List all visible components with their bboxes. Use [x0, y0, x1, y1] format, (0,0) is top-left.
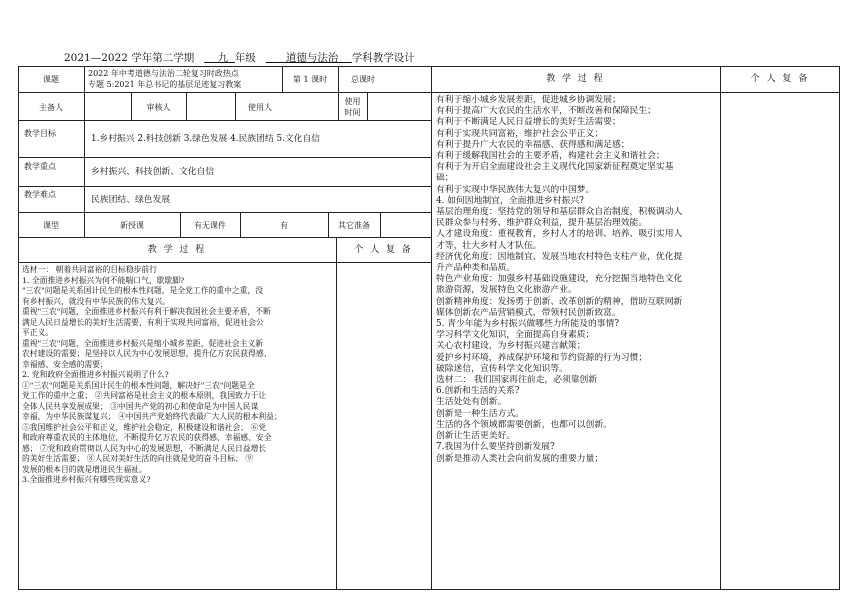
goals-value: 1.乡村振兴 2.科技创新 3.绿色发展 4.民族团结 5.文化自信 — [91, 134, 321, 144]
process-line: 特色产业角度：加强乡村基础设施建设，充分挖掘当地特色文化 — [436, 274, 683, 285]
process-line: ⑤我国维护社会公平和正义，维护社会稳定，积极建设和谐社会； ⑥党 — [22, 422, 267, 432]
key-points-value: 乡村振兴、科技创新、文化自信 — [91, 167, 215, 177]
process-line: 5. 青少年能为乡村振兴做哪些力所能及的事情? — [436, 319, 620, 330]
other-prep-label: 其它准备 — [338, 221, 370, 230]
year-term: 2021—2022 学年第二学期 — [64, 52, 195, 64]
topic-line2: 专题 5:2021 年总书记的基层足迹复习教案 — [88, 80, 242, 89]
right-process-header: 教 学 过 程 — [546, 74, 605, 84]
key-points-label: 教学重点 — [24, 162, 56, 171]
topic-line1: 2022 年中考道德与法治二轮复习时政热点 — [88, 69, 239, 78]
process-line: 幸福，为中华民族谋复兴； ④中国共产党始终代表最广大人民的根本利益； — [22, 412, 282, 421]
process-line: 人才建设角度：重视教育，乡村人才的培训、培养、吸引实用人 — [436, 229, 683, 240]
process-line: 有利于缩小城乡发展差距，促进城乡协调发展； — [436, 95, 621, 105]
total-lessons-label: 总课时 — [351, 75, 375, 84]
courseware-value: 有 — [280, 221, 288, 230]
process-line: 重视"三农"问题，全面推进乡村振兴是缩小城乡差距，促进社会主义新 — [22, 338, 264, 348]
process-line: ①"三农"问题是关系国计民生的根本性问题，解决好"三农"问题是全 — [22, 380, 255, 390]
process-line: 创新是一种生活方式。 — [436, 408, 524, 419]
process-line: 才等，壮大乡村人才队伍。 — [436, 240, 542, 251]
process-line: 基层治理角度：坚持党的领导和基层群众自治制度，积极调动人 — [436, 207, 683, 218]
goals-label: 教学目标 — [24, 129, 56, 138]
process-line: 旅游资源，发展特色文化旅游产业。 — [436, 285, 577, 296]
process-line: 有乡村振兴，就没有中华民族的伟大复兴。 — [22, 296, 171, 306]
process-line: 有利于缓解我国社会的主要矛盾，构建社会主义和谐社会； — [436, 151, 665, 162]
topic-label: 课题 — [43, 75, 59, 84]
process-line: 有利于实现中华民族伟大复兴的中国梦。 — [436, 184, 595, 195]
process-line: "三农"问题是关系国计民生的根本性问题，是全党工作的重中之重，没 — [22, 286, 264, 295]
process-line: 有利于实现共同富裕，维护社会公平正义； — [436, 128, 604, 139]
difficulty-value: 民族团结、绿色发展 — [91, 195, 171, 205]
process-line: 关心农村建设，为乡村振兴建言献策； — [436, 341, 586, 352]
process-line: 创新是推动人类社会向前发展的重要力量； — [436, 453, 604, 464]
process-line: 6.创新和生活的关系? — [436, 386, 520, 397]
process-line: 的美好生活需要； ⑧人民对美好生活的向往就是党的奋斗目标； ⑨ — [22, 454, 254, 463]
process-line: 有利于提高广大农民的生活水平，不断改善和保障民生； — [436, 106, 656, 117]
process-line: 幸福感、安全感的需要； — [22, 359, 108, 369]
process-line: 1. 全面推进乡村振兴为何不能喘口气、歇歇脚? — [22, 275, 185, 285]
process-line: 4. 如何因地制宜，全面推进乡村振兴? — [436, 195, 584, 206]
process-line: 平正义。 — [22, 328, 54, 337]
user-label: 使用人 — [248, 103, 272, 112]
courseware-label: 有无课件 — [194, 221, 226, 230]
title-suffix: 学科教学设计 — [351, 52, 415, 64]
right-personal-header: 个 人 复 备 — [750, 74, 810, 84]
difficulty-label: 教学难点 — [24, 190, 56, 199]
document-header — [64, 50, 415, 65]
process-line: 生活的各个领域都需要创新，也都可以创新。 — [436, 419, 612, 430]
reviewer-label: 审核人 — [146, 103, 171, 112]
process-line: 有利于为开启全面建设社会主义现代化国家新征程奠定坚实基 — [436, 162, 674, 173]
process-line: 党工作的重中之重； ②共同富裕是社会主义的根本原则，我国致力于让 — [22, 391, 267, 400]
type-value: 新授课 — [120, 221, 144, 230]
process-line: 生活处处有创新。 — [436, 397, 507, 408]
use-time-label: 使用时间 — [344, 97, 361, 117]
left-personal-header: 个 人 复 备 — [354, 245, 413, 255]
process-line: 础； — [436, 173, 454, 184]
process-line: 2. 党和政府全面推进乡村振兴说明了什么? — [22, 370, 169, 379]
process-line: 发展的根本目的就是增进民生福祉。 — [22, 464, 147, 474]
process-line: 创新让生活更美好。 — [436, 431, 516, 442]
grade-suffix: 年级 — [234, 52, 256, 64]
process-line: 选材二： 我们国家再往前走，必须靠创新 — [436, 375, 598, 386]
process-line: 经济优化角度：因地制宜、发展当地农村特色支柱产业，优化提 — [436, 251, 683, 262]
process-line: 升产品种类和品质。 — [436, 263, 516, 274]
left-process-content — [19, 264, 335, 590]
lesson-number: 第 1 课时 — [292, 75, 328, 84]
process-line: 3.全面推进乡村振兴有哪些现实意义? — [22, 475, 151, 484]
process-line: 民群众参与村务、维护群众利益，提升基层治理效能。 — [436, 218, 648, 229]
right-process-content — [433, 94, 719, 590]
process-line: 破除迷信，宣传科学文化知识等。 — [436, 363, 568, 374]
process-line: 爱护乡村环境，养成保护环境和节约资源的行为习惯； — [436, 352, 648, 363]
process-line: 有利于不断满足人民日益增长的美好生活需要； — [436, 117, 621, 128]
process-line: 媒体创新农产品营销模式，带领村民创新致富。 — [436, 307, 621, 318]
process-line: 有利于提升广大农民的幸福感、获得感和满足感； — [436, 139, 630, 150]
process-line: 农村建设的需要；是坚持以人民为中心发展思想，提升亿万农民获得感、 — [22, 349, 272, 358]
main-preparer-label: 主备人 — [39, 103, 63, 112]
grade-value: 九 — [217, 52, 229, 64]
process-line: 感； ⑦党和政府贯彻以人民为中心的发展思想，不断满足人民日益增长 — [22, 443, 267, 453]
process-line: 重视"三农"问题，全面推进乡村振兴有利于解决我国社会主要矛盾，不断 — [22, 307, 271, 316]
process-line: 满足人民日益增长的美好生活需要，有利于实现共同富裕，促进社会公 — [22, 317, 264, 327]
process-line: 学习科学文化知识，全面提高自身素质； — [436, 330, 595, 341]
type-label: 课型 — [43, 221, 59, 230]
process-line: 创新精神角度：发扬勇于创新、改革创新的精神，借助互联网新 — [436, 296, 683, 307]
process-line: 7.我国为什么要坚持创新发展? — [436, 442, 555, 453]
process-line: 全体人民共享发展成果； ③中国共产党的初心和使命是为中国人民谋 — [22, 401, 259, 411]
left-process-header: 教 学 过 程 — [147, 245, 207, 255]
process-line: 和政府尊重农民的主体地位，不断提升亿万农民的获得感、幸福感、安全 — [22, 433, 272, 442]
subject-value: 道德与法治 — [285, 52, 339, 64]
process-line: 选材一： 朝着共同富裕的目标稳步前行 — [22, 265, 158, 274]
